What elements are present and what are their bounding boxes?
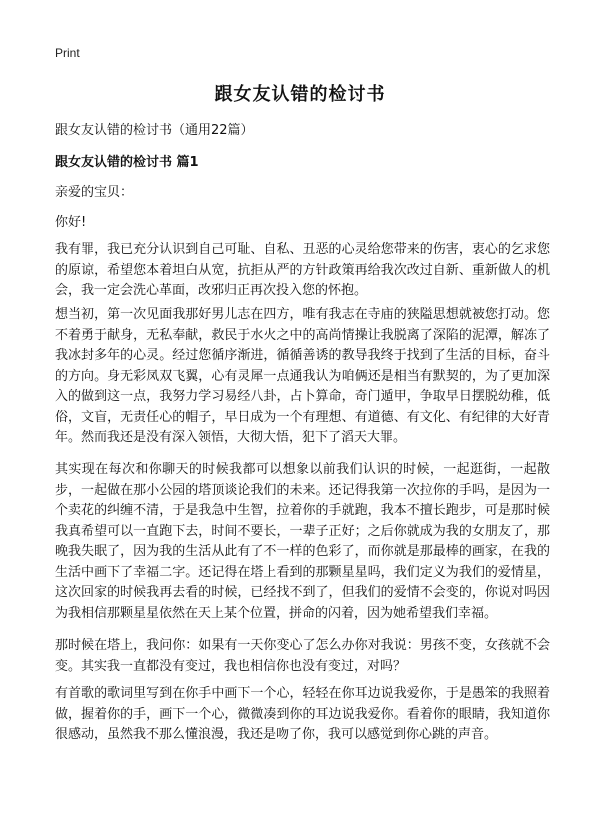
print-label[interactable]: Print bbox=[55, 46, 80, 60]
paragraph: 其实现在每次和你聊天的时候我都可以想象以前我们认识的时候，一起逛街，一起散步，一起做在那小公园的塔顶谈论我们的未来。还记得我第一次拉你的手吗，是因为一个卖花的纠缠不清，于是我急中生智，拉着你的手就跑，我本不擅长跑步，可是那时候我真希望可以一直跑下去，时间不要长，一辈子正好；之后你就成为我的女朋友了，那晚我失眠了，因为我的生活从此有了不一样的色彩了，而你就是那最棒的画家，在我的生活中画下了幸福二字。还记得在塔上看到的那颗星星吗，我们定义为我们的爱情星，这次回家的时候我再去看的时候，已经找不到了，但我们的爱情不会变的，你说对吗因为我相信那颗星星依然在天上某个位置，拼命的闪着，因为她希望我们幸福。 bbox=[55, 462, 550, 621]
paragraph: 想当初，第一次见面我那好男儿志在四方，唯有我志在寺庙的狭隘思想就被您打动。您不着勇于献身，无私奉献，救民于水火之中的高尚情操让我脱离了深陷的泥潭，解冻了我冰封多年的心灵。经过您循序渐进，循循善诱的教导我终于找到了生活的目标，奋斗的方向。身无彩凤双飞翼，心有灵犀一点通我认为咱俩还是相当有默契的，为了更加深入的做到这一点，我努力学习易经八卦，占卜算命，奇门遁甲，争取早日摆脱幼稚，低俗，文盲，无责任心的帽子，早日成为一个有理想、有道德、有文化、有纪律的大好青年。然而我还是没有深入领悟，大彻大悟，犯下了滔天大罪。 bbox=[55, 307, 550, 445]
paragraph: 有首歌的歌词里写到在你手中画下一个心，轻轻在你耳边说我爱你，于是愚笨的我照着做，握着你的手，画下一个心，微微凑到你的耳边说我爱你。看着你的眼睛，我知道你很感动，虽然我不那么懂浪漫，我还是吻了你，我可以感觉到你心跳的声音。 bbox=[55, 686, 550, 742]
greeting: 亲爱的宝贝： bbox=[55, 185, 134, 200]
salutation: 你好! bbox=[55, 215, 87, 230]
paragraph: 我有罪，我已充分认识到自己可耻、自私、丑恶的心灵给您带来的伤害，衷心的乞求您的原谅，希望您本着坦白从宽，抗拒从严的方针政策再给我次改过自新、重新做人的机会，我一定会洗心革面，改邪归正再次投入您的怀抱。 bbox=[55, 242, 550, 298]
document-title: 跟女友认错的检讨书 bbox=[214, 84, 386, 105]
section-heading: 跟女友认错的检讨书 篇1 bbox=[55, 155, 199, 170]
document-subtitle: 跟女友认错的检讨书（通用22篇） bbox=[55, 123, 254, 138]
paragraph: 那时候在塔上，我问你：如果有一天你变心了怎么办你对我说：男孩不变，女孩就不会变。其实我一直都没有变过，我也相信你也没有变过，对吗？ bbox=[55, 638, 550, 674]
